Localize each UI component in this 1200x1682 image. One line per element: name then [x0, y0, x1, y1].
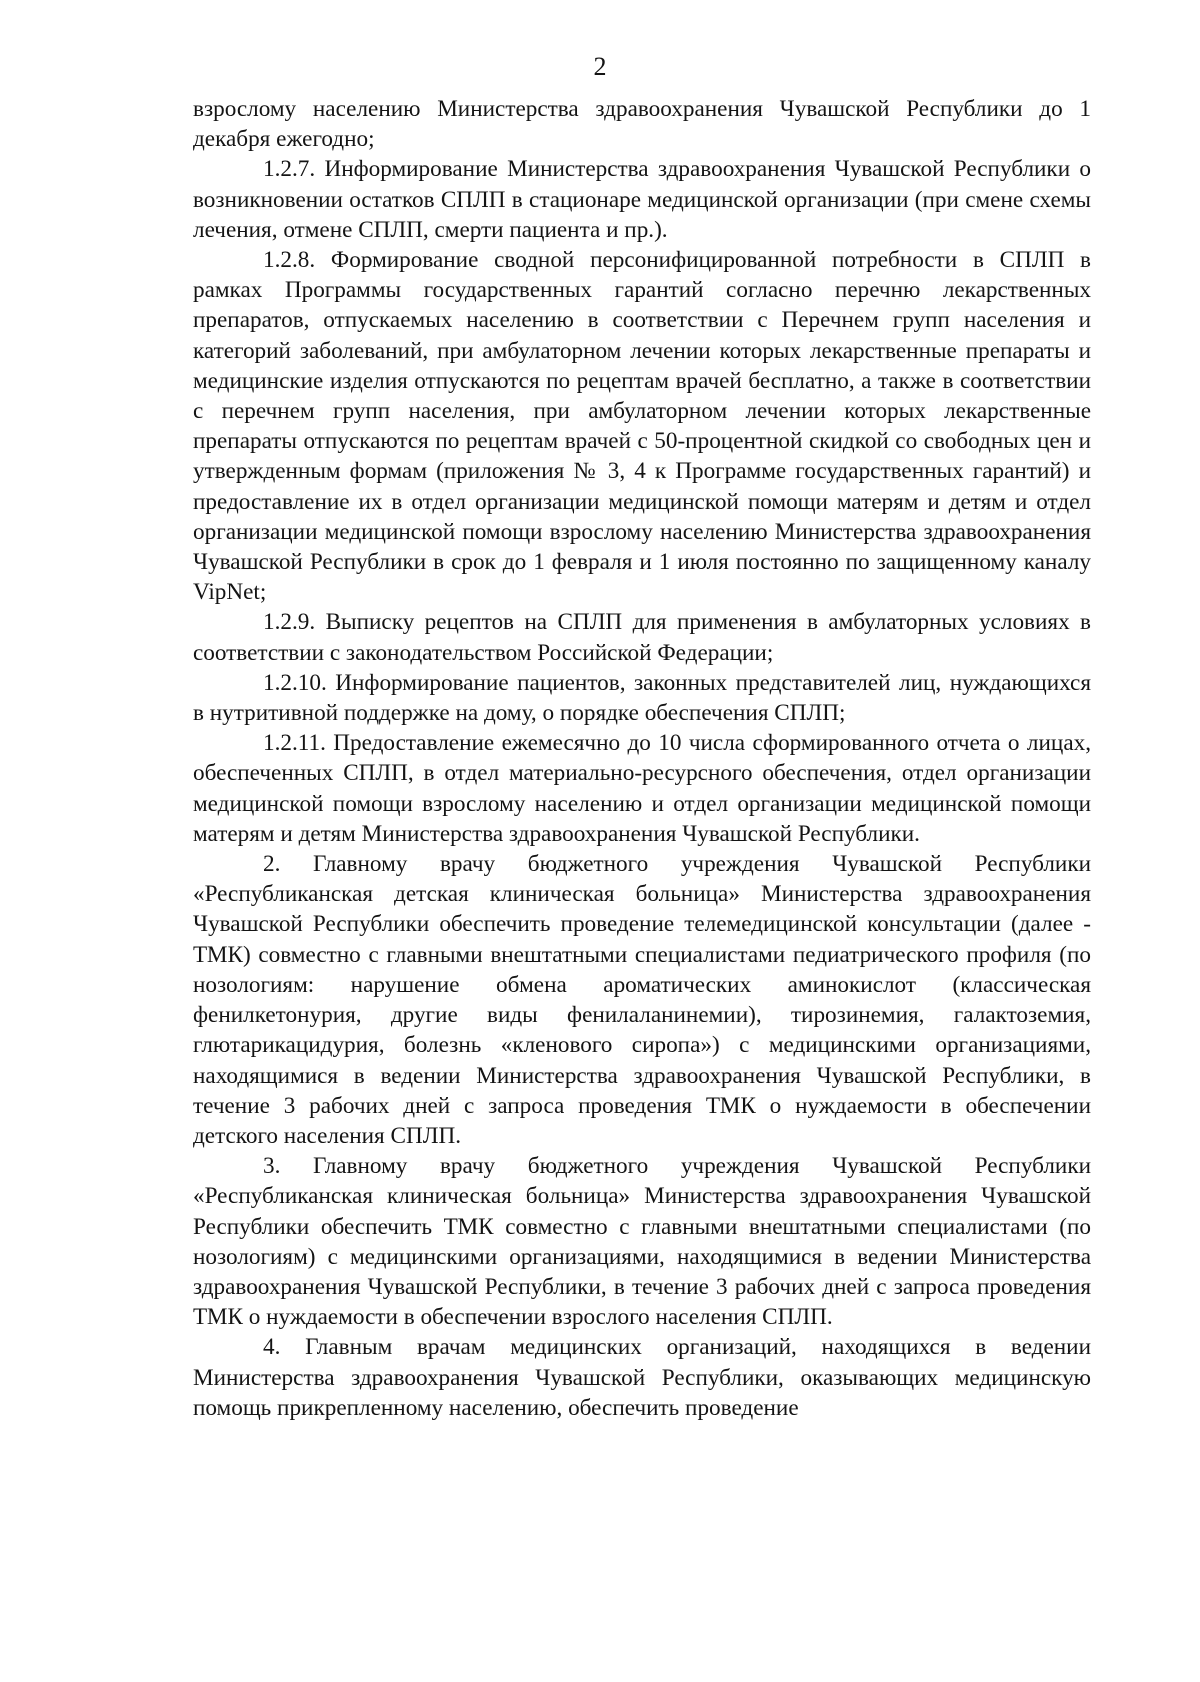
paragraph-2: 2. Главному врачу бюджетного учреждения Чувашской Республики «Республиканская детская клиническая больница» Министерства здравоохранения Чувашской Республики обеспечить проведение телемедицинской консультации (далее - ТМК) совместно с главными внештатными специалистами педиатрического профиля (по нозологиям: нарушение обмена ароматических аминокислот (классическая фенилкетонурия, другие виды фенилаланинемии), тирозинемия, галактоземия, глютарикацидурия, болезнь «кленового сиропа») с медицинскими организациями, находящимися в ведении Министерства здравоохранения Чувашской Республики, в течение 3 рабочих дней с запроса проведения ТМК о нуждаемости в обеспечении детского населения СПЛП. — [193, 851, 1091, 1149]
paragraph-1-2-9: 1.2.9. Выписку рецептов на СПЛП для применения в амбулаторных условиях в соответствии с законодательством Российской Федерации; — [193, 609, 1091, 666]
paragraph-4: 4. Главным врачам медицинских организаций, находящихся в ведении Министерства здравоохранения Чувашской Республики, оказывающих медицинскую помощь прикрепленному населению, обеспечить проведение — [193, 1334, 1091, 1421]
paragraph-continuation: взрослому населению Министерства здравоохранения Чувашской Республики до 1 декабря ежегодно; — [193, 96, 1091, 153]
paragraph-1-2-7: 1.2.7. Информирование Министерства здравоохранения Чувашской Республики о возникновении остатков СПЛП в стационаре медицинской организации (при смене схемы лечения, отмене СПЛП, смерти пациента и пр.). — [193, 156, 1091, 243]
paragraph-1-2-11: 1.2.11. Предоставление ежемесячно до 10 числа сформированного отчета о лицах, обеспеченных СПЛП, в отдел материально-ресурсного обеспечения, отдел организации медицинской помощи взрослому населению и отдел организации медицинской помощи матерям и детям Министерства здравоохранения Чувашской Республики. — [193, 730, 1091, 847]
document-body — [193, 94, 1091, 1423]
paragraph-3: 3. Главному врачу бюджетного учреждения Чувашской Республики «Республиканская клиническая больница» Министерства здравоохранения Чувашской Республики обеспечить ТМК совместно с главными внештатными специалистами (по нозологиям) с медицинскими организациями, находящимися в ведении Министерства здравоохранения Чувашской Республики, в течение 3 рабочих дней с запроса проведения ТМК о нуждаемости в обеспечении взрослого населения СПЛП. — [193, 1153, 1091, 1331]
paragraph-1-2-10: 1.2.10. Информирование пациентов, законных представителей лиц, нуждающихся в нутритивной поддержке на дому, о порядке обеспечения СПЛП; — [193, 669, 1091, 727]
page-number: 2 — [593, 52, 607, 81]
paragraph-1-2-8: 1.2.8. Формирование сводной персонифицированной потребности в СПЛП в рамках Программы государственных гарантий согласно перечню лекарственных препаратов, отпускаемых населению в соответствии с Перечнем групп населения и категорий заболеваний, при амбулаторном лечении которых лекарственные препараты и медицинские изделия отпускаются по рецептам врачей бесплатно, а также в соответствии с перечнем групп населения, при амбулаторном лечении которых лекарственные препараты отпускаются по рецептам врачей с 50-процентной скидкой со свободных цен и утвержденным формам (приложения № 3, 4 к Программе государственных гарантий) и предоставление их в отдел организации медицинской помощи матерям и детям и отдел организации медицинской помощи взрослому населению Министерства здравоохранения Чувашской Республики в срок до 1 февраля и 1 июля постоянно по защищенному каналу VipNet; — [193, 247, 1091, 606]
